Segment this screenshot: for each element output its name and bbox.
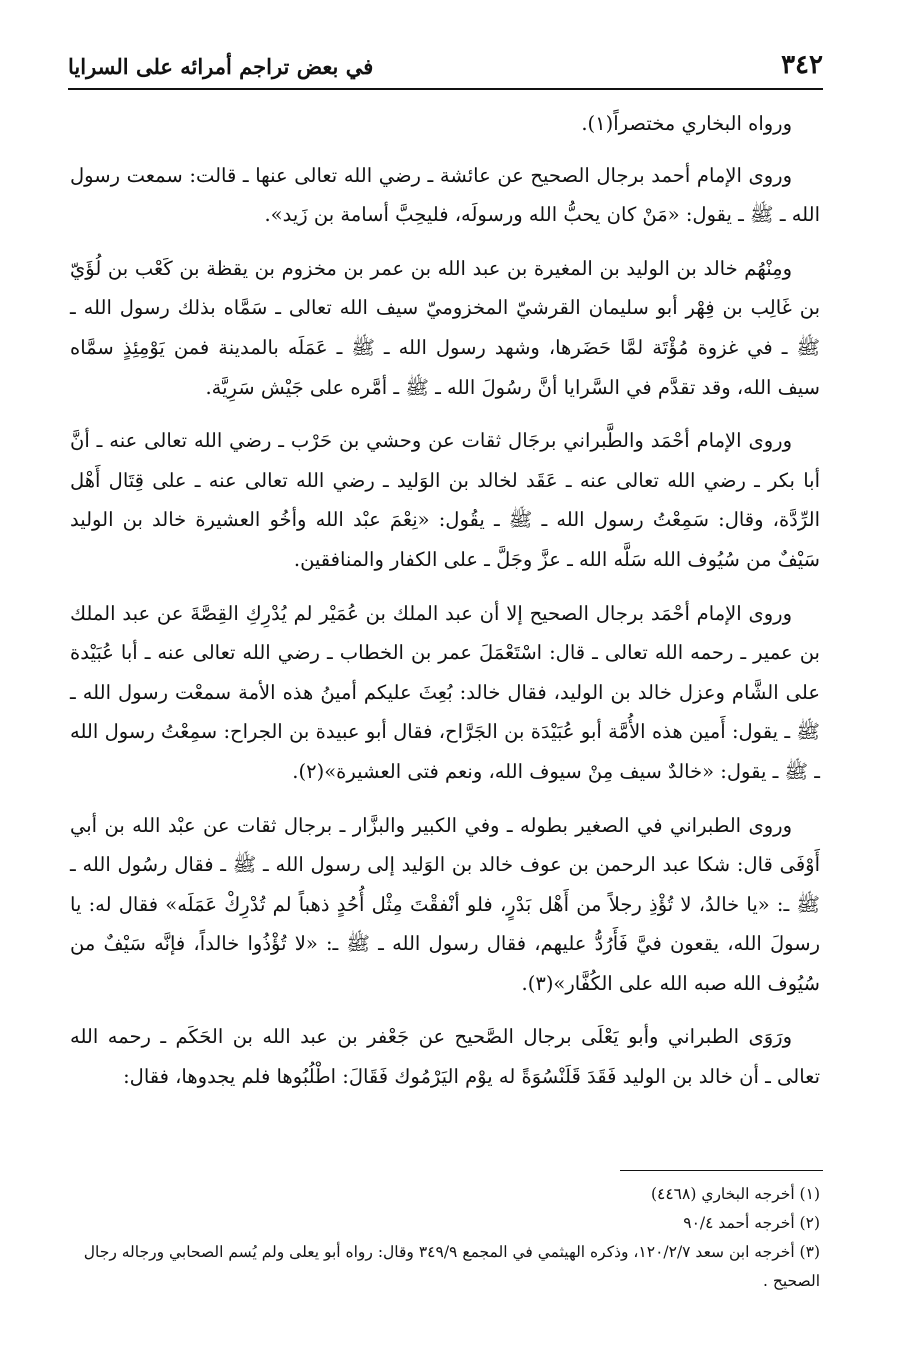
page-header [68,46,823,86]
paragraph: وروى الطبراني في الصغير بطوله ـ وفي الكبير والبزَّار ـ برجال ثقات عن عبْد الله بن أبي أَوْفَى قال: شكا عبد الرحمن بن عوف خالد بن الوَليد إلى رسول الله ـ ﷺ ـ فقال رسُول الله ـ ﷺ ـ: «يا خالدُ، لا تُؤْذِ رجلاً من أَهْل بَدْرٍ، فلو أنْفقْتَ مِثْل أُحُدٍ ذهباً لم تُدْرِكْ عَمَلَه» فقال له: يا رسولَ الله، يقعون فيَّ فَأَرُدُّ عليهم، فقال رسول الله ـ ﷺ ـ: «لا تُؤْذُوا خالداً، فإنَّه سَيْفٌ من سُيُوف الله صبه الله على الكُفَّار»(٣). [70,813,820,995]
footnotes [80,1180,820,1296]
footnote: (٣) أخرجه ابن سعد ١٢٠/٢/٧، وذكره الهيثمي في المجمع ٣٤٩/٩ وقال: رواه أبو يعلى ولم يُسم الصحابي ورجاله رجال الصحيح . [83,1243,820,1290]
paragraph: ومِنْهُم خالد بن الوليد بن المغيرة بن عبد الله بن عمر بن مخزوم بن يقظة بن كَعْب بن لُؤَيّ بن غَالِب بن فِهْر أبو سليمان القرشيّ المخزوميّ سيف الله تعالى ـ سَمَّاه بذلك رسول الله ـ ﷺ ـ في غزوة مُؤْتَة لمَّا حَضَرها، وشهد رسول الله ـ ﷺ ـ عَمَلَه بالمدينة فمن يَوْمِئِذٍ سمَّاه سيف الله، وقد تقدَّم في السَّرايا أنَّ رسُولَ الله ـ ﷺ ـ أمَّره على جَيْش سَرِيَّة. [70,256,820,399]
running-title: في بعض تراجم أمرائه على السرايا [68,54,374,79]
main-text [70,104,820,1111]
page-number: ٣٤٢ [781,50,823,80]
paragraph: ورواه البخاري مختصراً(١). [581,112,792,135]
header-rule [68,88,823,90]
footnote-rule [620,1170,823,1171]
paragraph: ورَوَى الطبراني وأبو يَعْلَى برجال الصَّحيح عن جَعْفر بن عبد الله بن الحَكَم ـ رحمه الله تعالى ـ أن خالد بن الوليد فَقَدَ قَلَنْسُوَةً له يوْم اليَرْمُوك فَقَالَ: اطْلُبُوها فلم يجدوها، فقال: [70,1025,820,1089]
paragraph: وروى الإمام أحْمَد والطَّبراني برجَال ثقات عن وحشي بن حَرْب ـ رضي الله تعالى عنه ـ أنَّ أبا بكر ـ رضي الله تعالى عنه ـ عَقَد لخالد بن الوَليد ـ رضي الله تعالى عنه ـ على قِتَال أَهْل الرِّدَّة، وقال: سَمِعْتُ رسول الله ـ ﷺ ـ يقُول: «نِعْمَ عبْد الله وأخُو العشيرة خالد بن الوليد سَيْفٌ من سُيُوف الله سَلَّه الله ـ عزَّ وجَلَّ ـ على الكفار والمنافقين. [70,429,820,571]
paragraph: وروى الإمام أحمد برجال الصحيح عن عائشة ـ رضي الله تعالى عنها ـ قالت: سمعت رسول الله ـ ﷺ ـ يقول: «مَنْ كان يحبُّ الله ورسولَه، فليحِبَّ أسامة بن زَيد». [70,163,820,227]
paragraph: وروى الإمام أحْمَد برجال الصحيح إلا أن عبد الملك بن عُمَيْر لم يُدْرِكِ القِصَّةَ عن عبد الملك بن عمير ـ رحمه الله تعالى ـ قال: اسْتَعْمَلَ عمر بن الخطاب ـ رضي الله تعالى عنه ـ أبا عُبَيْدة على الشَّام وعزل خالد بن الوليد، فقال خالد: بُعِثَ عليكم أمينُ هذه الأمة سمعْت رسول الله ـ ﷺ ـ يقول: أَمين هذه الأُمَّة أبو عُبَيْدَة بن الجَرَّاح، فقال أبو عبيدة بن الجراح: سمِعْتُ رسول الله ـ ﷺ ـ يقول: «خالدٌ سيف مِنْ سيوف الله، ونعم فتى العشيرة»(٢). [70,601,820,783]
footnote: (١) أخرجه البخاري (٤٤٦٨) [650,1185,820,1203]
footnote: (٢) أخرجه أحمد ٩٠/٤ [683,1214,820,1232]
